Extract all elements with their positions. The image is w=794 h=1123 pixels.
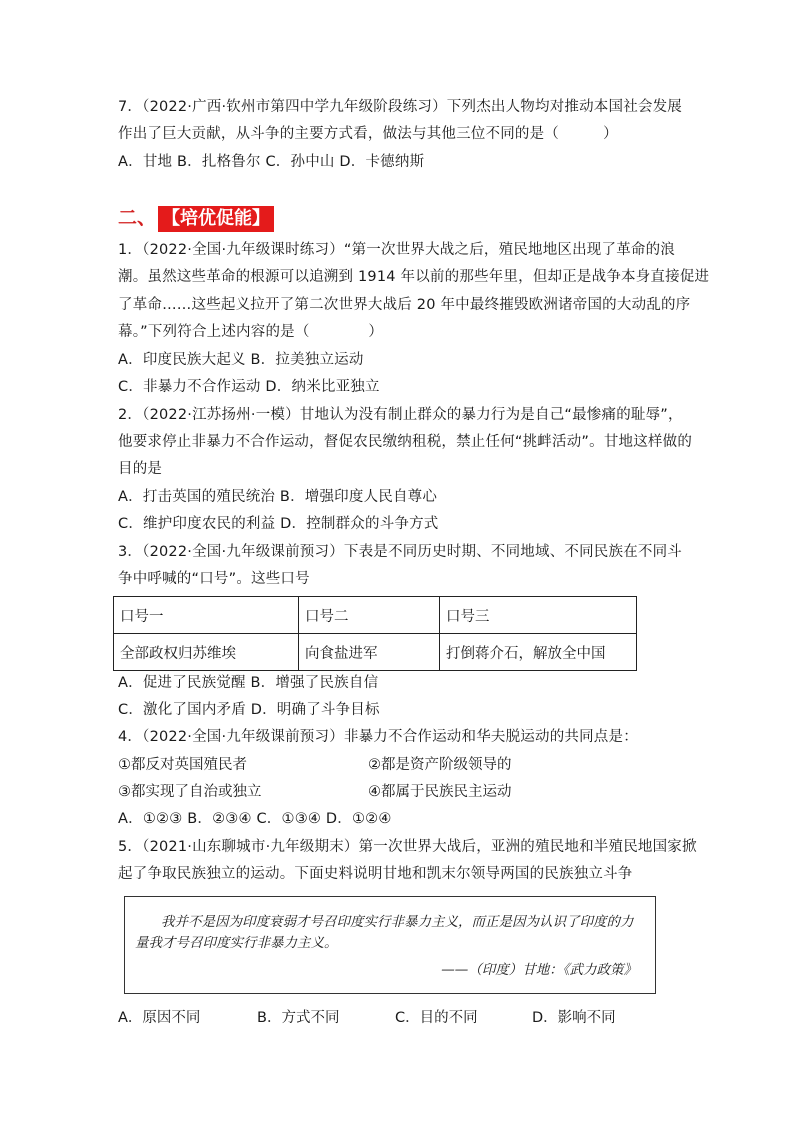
table-cell: 打倒蒋介石，解放全中国 <box>440 634 637 671</box>
table-header-cell: 口号二 <box>299 597 440 634</box>
q5-stem-line-2: 起了争取民族独立的运动。下面史料说明甘地和凯末尔领导两国的民族独立斗争 <box>118 866 633 882</box>
q1-options-row-1: A．印度民族大起义 B．拉美独立运动 <box>118 352 364 368</box>
q1-options-row-2: C．非暴力不合作运动 D．纳米比亚独立 <box>118 379 380 395</box>
q3-options-row-1: A．促进了民族觉醒 B．增强了民族自信 <box>118 675 379 691</box>
q5-option: B．方式不同 <box>257 1010 340 1026</box>
q1-stem-line-1: 1．（2022·全国·九年级课时练习）“第一次世界大战之后，殖民地地区出现了革命的浪 <box>118 242 676 258</box>
q1-stem-line-2: 潮。虽然这些革命的根源可以追溯到 1914 年以前的那些年里，但却正是战争本身直接促进 <box>118 269 710 285</box>
historical-source-box <box>124 896 656 994</box>
q4-item: ③都实现了自治或独立 <box>118 784 262 800</box>
q7-stem-line-1: 7．（2022·广西·钦州市第四中学九年级阶段练习）下列杰出人物均对推动本国社会发展 <box>118 99 682 115</box>
table-cell: 全部政权归苏维埃 <box>114 634 299 671</box>
section-2-number: 二、 <box>118 207 157 229</box>
q4-item: ①都反对英国殖民者 <box>118 757 247 773</box>
q3-stem-line-2: 争中呼喊的“口号”。这些口号 <box>118 571 310 587</box>
q2-stem-line-3: 目的是 <box>118 461 163 477</box>
q3-options-row-2: C．激化了国内矛盾 D．明确了斗争目标 <box>118 702 380 718</box>
q4-item: ②都是资产阶级领导的 <box>368 757 512 773</box>
q4-item: ④都属于民族民主运动 <box>368 784 512 800</box>
q2-options-row-1: A．打击英国的殖民统治 B．增强印度人民自尊心 <box>118 489 438 505</box>
q5-option: A．原因不同 <box>118 1010 201 1026</box>
q5-option: C．目的不同 <box>395 1010 478 1026</box>
q2-stem-line-1: 2．（2022·江苏扬州·一模）甘地认为没有制止群众的暴力行为是自己“最惨痛的耻辱”， <box>118 407 683 423</box>
table-row <box>114 634 637 671</box>
q1-stem-line-4: 幕。”下列符合上述内容的是（ ） <box>118 324 384 340</box>
q5-option: D．影响不同 <box>532 1010 616 1026</box>
slogans-table <box>113 596 637 671</box>
section-2-heading <box>118 205 274 231</box>
q3-stem-line-1: 3．（2022·全国·九年级课前预习）下表是不同历史时期、不同地域、不同民族在不同斗 <box>118 544 682 560</box>
section-2-title-badge: 【培优促能】 <box>158 206 274 232</box>
quote-text-line-2: 量我才号召印度实行非暴力主义。 <box>135 935 338 951</box>
q5-stem-line-1: 5．（2021·山东聊城市·九年级期末）第一次世界大战后，亚洲的殖民地和半殖民地国家掀 <box>118 839 697 855</box>
q7-options: A．甘地 B．扎格鲁尔 C．孙中山 D．卡德纳斯 <box>118 154 425 170</box>
q4-stem-line-1: 4．（2022·全国·九年级课前预习）非暴力不合作运动和华夫脱运动的共同点是： <box>118 729 638 745</box>
table-header-row <box>114 597 637 634</box>
q1-stem-line-3: 了革命……这些起义拉开了第二次世界大战后 20 年中最终摧毁欧洲诸帝国的大动乱的序 <box>118 297 691 313</box>
table-header-cell: 口号三 <box>440 597 637 634</box>
quote-source: ——（印度）甘地：《武力政策》 <box>441 962 637 978</box>
table-cell: 向食盐进军 <box>299 634 440 671</box>
q4-options: A．①②③ B．②③④ C．①③④ D．①②④ <box>118 811 392 827</box>
quote-text-line-1: 我并不是因为印度衰弱才号召印度实行非暴力主义，而正是因为认识了印度的力 <box>161 914 634 930</box>
table-header-cell: 口号一 <box>114 597 299 634</box>
q2-stem-line-2: 他要求停止非暴力不合作运动，督促农民缴纳租税，禁止任何“挑衅活动”。甘地这样做的 <box>118 434 693 450</box>
q2-options-row-2: C．维护印度农民的利益 D．控制群众的斗争方式 <box>118 516 439 532</box>
q7-stem-line-2: 作出了巨大贡献，从斗争的主要方式看，做法与其他三位不同的是（ ） <box>118 126 618 142</box>
